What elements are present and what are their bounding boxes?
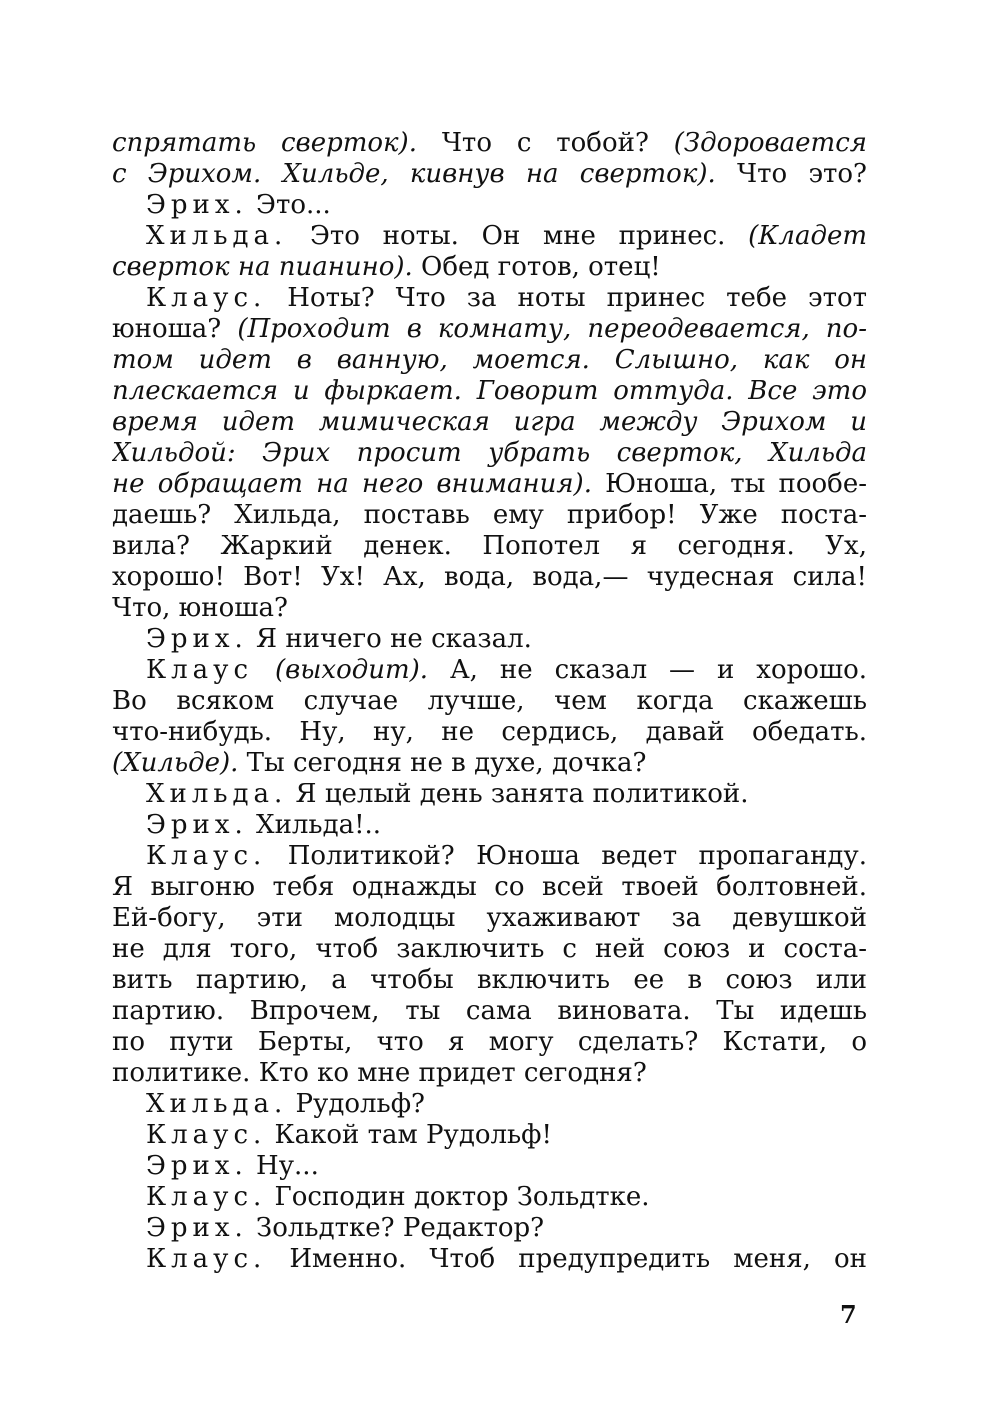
speech-line: Эрих. Хильда!.. xyxy=(146,810,382,840)
speaker-name: Клаус xyxy=(146,655,253,685)
text-line: Во всяком случае лучше, чем когда скажешь xyxy=(112,686,867,716)
speaker-name: Хильда. xyxy=(146,1089,288,1119)
text-line: сверток на пианино). Обед готов, отец! xyxy=(112,252,661,282)
speaker-name: Клаус. xyxy=(146,1120,267,1150)
speaker-name: Клаус. xyxy=(146,1182,267,1212)
text-line: Что, юноша? xyxy=(112,593,288,623)
speech-line: Клаус. Именно. Чтоб предупредить меня, он xyxy=(146,1244,867,1274)
text-line: хорошо! Вот! Ух! Ах, вода, вода,— чудесная сила! xyxy=(112,562,867,592)
speech-line: Клаус. Какой там Рудольф! xyxy=(146,1120,552,1150)
speaker-name: Хильда. xyxy=(146,221,288,251)
speech-line: Эрих. Зольдтке? Редактор? xyxy=(146,1213,545,1243)
speaker-name: Эрих. xyxy=(146,810,248,840)
text-line: партию. Впрочем, ты сама виновата. Ты идешь xyxy=(112,996,867,1026)
text-line: время идет мимическая игра между Эрихом и xyxy=(112,407,867,437)
text-line: что-нибудь. Ну, ну, не сердись, давай обедать. xyxy=(112,717,867,747)
speaker-name: Эрих. xyxy=(146,1151,248,1181)
speech-line: Хильда. Рудольф? xyxy=(146,1089,425,1119)
text-line: Я выгоню тебя однажды со всей твоей болтовней. xyxy=(112,872,867,902)
text-line: по пути Берты, что я могу сделать? Кстати, о xyxy=(112,1027,867,1057)
text-line: даешь? Хильда, поставь ему прибор! Уже поста- xyxy=(112,500,867,530)
speaker-name: Хильда. xyxy=(146,779,288,809)
speech-line: Хильда. Я целый день занята политикой. xyxy=(146,779,749,809)
speaker-name: Эрих. xyxy=(146,190,248,220)
text-line: вить партию, а чтобы включить ее в союз или xyxy=(112,965,867,995)
page-body xyxy=(112,128,867,1275)
text-line: Ей-богу, эти молодцы ухаживают за девушкой xyxy=(112,903,867,933)
text-line: Хильдой: Эрих просит убрать сверток, Хильда xyxy=(112,438,867,468)
text-line: политике. Кто ко мне придет сегодня? xyxy=(112,1058,647,1088)
speaker-name: Клаус. xyxy=(146,283,267,313)
speech-line: Эрих. Ну... xyxy=(146,1151,319,1181)
page-number: 7 xyxy=(840,1300,857,1329)
speech-line: Эрих. Я ничего не сказал. xyxy=(146,624,532,654)
speech-line: Эрих. Это... xyxy=(146,190,331,220)
speaker-name: Эрих. xyxy=(146,1213,248,1243)
speaker-name: Эрих. xyxy=(146,624,248,654)
text-line: не обращает на него внимания). Юноша, ты пообе- xyxy=(112,469,867,499)
speech-line: Клаус. Ноты? Что за ноты принес тебе этот xyxy=(146,283,867,313)
text-line: том идет в ванную, моется. Слышно, как он xyxy=(112,345,867,375)
speaker-name: Клаус. xyxy=(146,1244,267,1274)
text-line: не для того, чтоб заключить с ней союз и соста- xyxy=(112,934,867,964)
text-line: юноша? (Проходит в комнату, переодевается, по- xyxy=(112,314,867,344)
speech-line: Клаус. Господин доктор Зольдтке. xyxy=(146,1182,650,1212)
text-line: вила? Жаркий денек. Попотел я сегодня. Ух, xyxy=(112,531,867,561)
speech-line: Клаус (выходит). А, не сказал — и хорошо. xyxy=(146,655,867,685)
speech-line: Хильда. Это ноты. Он мне принес. (Кладет xyxy=(146,221,867,251)
speaker-name: Клаус. xyxy=(146,841,267,871)
text-line: с Эрихом. Хильде, кивнув на сверток). Что это? xyxy=(112,159,867,189)
text-line: (Хильде). Ты сегодня не в духе, дочка? xyxy=(112,748,647,778)
speech-line: Клаус. Политикой? Юноша ведет пропаганду. xyxy=(146,841,867,871)
text-line: плескается и фыркает. Говорит оттуда. Все это xyxy=(112,376,867,406)
text-line: спрятать сверток). Что с тобой? (Здоровается xyxy=(112,128,867,158)
